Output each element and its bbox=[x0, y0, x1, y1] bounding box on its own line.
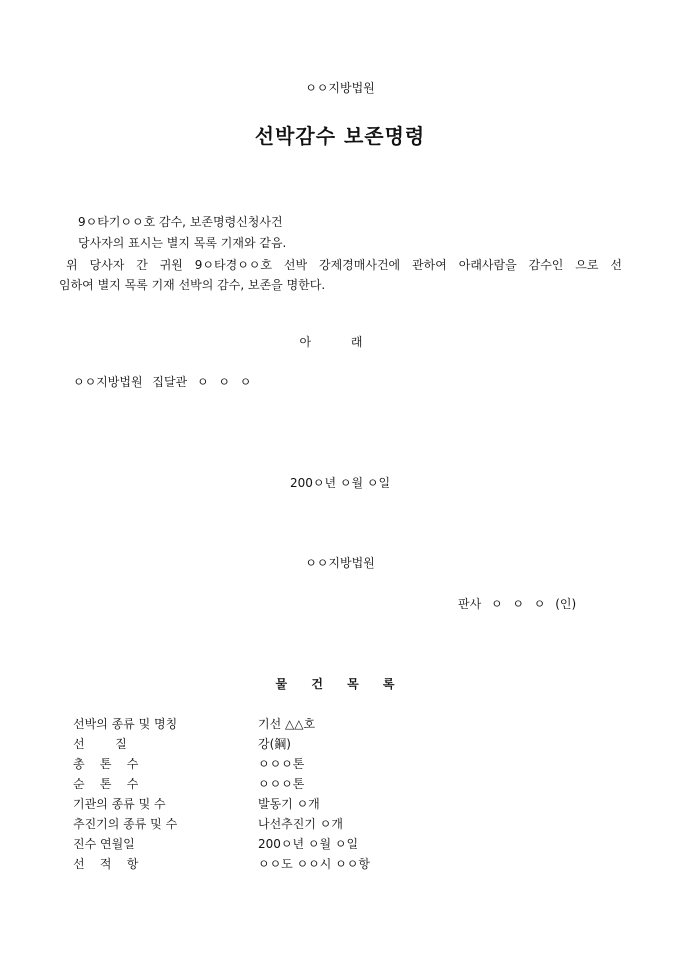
party-statement: 당사자의 표시는 별지 목록 기재와 같음. bbox=[78, 236, 287, 250]
order-body-line-2: 임하여 별지 목록 기재 선박의 감수, 보존을 명한다. bbox=[59, 278, 326, 292]
item-value: ㅇㅇㅇ톤 bbox=[258, 777, 305, 791]
item-label: 진수 연월일 bbox=[73, 837, 135, 851]
judge-signature: 판사 ㅇ ㅇ ㅇ (인) bbox=[458, 597, 577, 611]
item-label: 선박의 종류 및 명칭 bbox=[73, 717, 178, 731]
item-label: 선 적 항 bbox=[73, 857, 139, 871]
item-label: 총 톤 수 bbox=[73, 757, 139, 771]
item-value: 200ㅇ년 ㅇ월 ㅇ일 bbox=[258, 837, 359, 851]
item-label: 추진기의 종류 및 수 bbox=[73, 817, 178, 831]
item-value: 강(鋼) bbox=[258, 737, 291, 751]
document-title: 선박감수 보존명령 bbox=[254, 124, 426, 148]
item-value: 나선추진기 ㅇ개 bbox=[258, 817, 343, 831]
order-body-line-1: 위 당사자 간 귀원 9ㅇ타경ㅇㅇ호 선박 강제경매사건에 관하여 아래사람을 감수인 으로 선 bbox=[66, 258, 622, 272]
item-label: 선 질 bbox=[73, 737, 127, 751]
court-name-footer: ㅇㅇ지방법원 bbox=[305, 556, 375, 570]
below-heading: 아 래 bbox=[299, 335, 381, 349]
item-value: ㅇㅇ도 ㅇㅇ시 ㅇㅇ항 bbox=[258, 857, 370, 871]
custodian-officer: ㅇㅇ지방법원 집달관 ㅇ ㅇ ㅇ bbox=[73, 375, 252, 389]
order-date: 200ㅇ년 ㅇ월 ㅇ일 bbox=[289, 476, 391, 490]
item-value: 기선 △△호 bbox=[258, 717, 316, 731]
court-name-header: ㅇㅇ지방법원 bbox=[305, 81, 375, 95]
item-label: 기관의 종류 및 수 bbox=[73, 797, 166, 811]
property-list-title: 물 건 목 록 bbox=[275, 677, 405, 691]
item-label: 순 톤 수 bbox=[73, 777, 139, 791]
item-value: 발동기 ㅇ개 bbox=[258, 797, 320, 811]
case-name: 9ㅇ타기ㅇㅇ호 감수, 보존명령신청사건 bbox=[78, 215, 283, 229]
item-value: ㅇㅇㅇ톤 bbox=[258, 757, 305, 771]
